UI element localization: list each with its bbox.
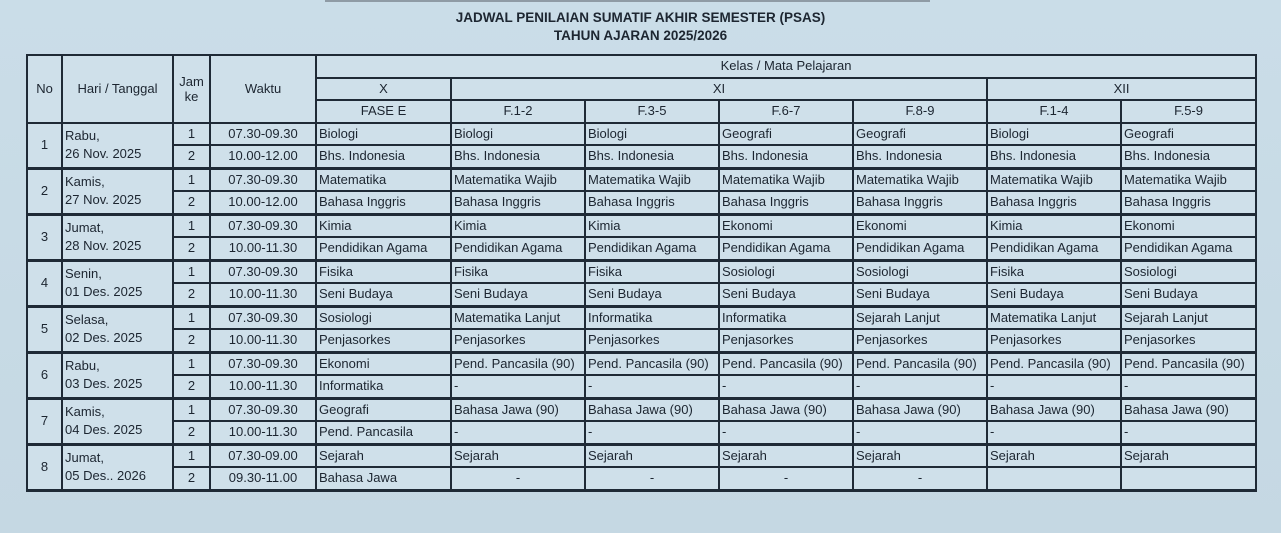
subject-cell: - — [1121, 421, 1256, 444]
subject-cell: Biologi — [987, 123, 1121, 146]
time-range: 07.30-09.30 — [210, 168, 316, 191]
subject-cell: - — [719, 375, 853, 398]
subject-cell: Penjasorkes — [316, 329, 451, 352]
subject-cell: Ekonomi — [719, 214, 853, 237]
time-range: 07.30-09.30 — [210, 123, 316, 146]
subject-cell: Matematika Wajib — [1121, 168, 1256, 191]
subject-cell: Pend. Pancasila (90) — [987, 352, 1121, 375]
subject-cell: Bahasa Jawa (90) — [853, 398, 987, 421]
exam-date: 28 Nov. 2025 — [65, 238, 142, 253]
subject-cell: Seni Budaya — [853, 283, 987, 306]
session-number: 1 — [173, 214, 210, 237]
table-row — [27, 214, 1256, 237]
day-name: Rabu, — [65, 358, 100, 373]
time-range: 07.30-09.00 — [210, 444, 316, 467]
subject-cell: Sosiologi — [1121, 260, 1256, 283]
subject-cell: Biologi — [316, 123, 451, 146]
row-number: 4 — [27, 260, 62, 306]
table-row — [27, 283, 1256, 306]
subject-cell: Geografi — [719, 123, 853, 146]
header-no: No — [27, 55, 62, 123]
session-number: 2 — [173, 375, 210, 398]
subject-cell: Matematika Wajib — [853, 168, 987, 191]
subject-cell: - — [987, 421, 1121, 444]
row-number: 1 — [27, 123, 62, 169]
session-number: 1 — [173, 260, 210, 283]
subject-cell: Matematika Wajib — [451, 168, 585, 191]
day-date-cell — [62, 352, 173, 398]
table-header — [27, 55, 1256, 123]
subject-cell: Pend. Pancasila (90) — [1121, 352, 1256, 375]
time-range: 07.30-09.30 — [210, 214, 316, 237]
session-number: 2 — [173, 421, 210, 444]
subject-cell: Bahasa Jawa (90) — [1121, 398, 1256, 421]
table-row — [27, 237, 1256, 260]
header-phase: F.3-5 — [585, 100, 719, 123]
session-number: 2 — [173, 145, 210, 168]
subject-cell: Bhs. Indonesia — [585, 145, 719, 168]
subject-cell: Penjasorkes — [719, 329, 853, 352]
table-row — [27, 306, 1256, 329]
subject-cell: Bahasa Inggris — [1121, 191, 1256, 214]
table-row — [27, 375, 1256, 398]
table-row — [27, 260, 1256, 283]
subject-cell: Bhs. Indonesia — [719, 145, 853, 168]
subject-cell: Seni Budaya — [451, 283, 585, 306]
day-date-cell — [62, 306, 173, 352]
subject-cell: Matematika — [316, 168, 451, 191]
time-range: 10.00-11.30 — [210, 237, 316, 260]
subject-cell: Sejarah — [853, 444, 987, 467]
time-range: 09.30-11.00 — [210, 467, 316, 490]
day-name: Kamis, — [65, 174, 105, 189]
header-grade-x: X — [316, 78, 451, 101]
header-phase: FASE E — [316, 100, 451, 123]
session-number: 1 — [173, 168, 210, 191]
subject-cell: Geografi — [316, 398, 451, 421]
subject-cell: Matematika Lanjut — [987, 306, 1121, 329]
subject-cell: Pend. Pancasila (90) — [585, 352, 719, 375]
subject-cell: Seni Budaya — [1121, 283, 1256, 306]
subject-cell: - — [451, 467, 585, 490]
subject-cell: Kimia — [316, 214, 451, 237]
time-range: 07.30-09.30 — [210, 352, 316, 375]
header-class-subject: Kelas / Mata Pelajaran — [316, 55, 1256, 78]
header-phase: F.8-9 — [853, 100, 987, 123]
session-number: 2 — [173, 283, 210, 306]
subject-cell: Pendidikan Agama — [987, 237, 1121, 260]
table-row — [27, 168, 1256, 191]
day-name: Selasa, — [65, 312, 109, 327]
subject-cell: Bahasa Inggris — [451, 191, 585, 214]
subject-cell: Sejarah — [1121, 444, 1256, 467]
exam-date: 27 Nov. 2025 — [65, 192, 142, 207]
subject-cell: Pendidikan Agama — [853, 237, 987, 260]
subject-cell: - — [719, 421, 853, 444]
session-number: 2 — [173, 191, 210, 214]
day-date-cell — [62, 123, 173, 169]
subject-cell: Pendidikan Agama — [719, 237, 853, 260]
subject-cell: Informatika — [719, 306, 853, 329]
subject-cell: Bahasa Inggris — [585, 191, 719, 214]
header-time: Waktu — [210, 55, 316, 123]
header-phase: F.1-2 — [451, 100, 585, 123]
exam-schedule-table — [26, 54, 1257, 492]
row-number: 6 — [27, 352, 62, 398]
day-name: Kamis, — [65, 404, 105, 419]
session-number: 1 — [173, 444, 210, 467]
exam-date: 03 Des. 2025 — [65, 376, 143, 391]
subject-cell: - — [585, 421, 719, 444]
subject-cell: Fisika — [316, 260, 451, 283]
time-range: 10.00-11.30 — [210, 375, 316, 398]
subject-cell: Seni Budaya — [719, 283, 853, 306]
subject-cell: Bahasa Inggris — [987, 191, 1121, 214]
subject-cell: Informatika — [316, 375, 451, 398]
header-phase: F.1-4 — [987, 100, 1121, 123]
session-number: 2 — [173, 237, 210, 260]
row-number: 3 — [27, 214, 62, 260]
subject-cell: Sosiologi — [316, 306, 451, 329]
subject-cell: Seni Budaya — [987, 283, 1121, 306]
subject-cell: Pendidikan Agama — [451, 237, 585, 260]
time-range: 07.30-09.30 — [210, 398, 316, 421]
exam-date: 04 Des. 2025 — [65, 422, 143, 437]
subject-cell: Penjasorkes — [451, 329, 585, 352]
subject-cell: Sejarah — [451, 444, 585, 467]
subject-cell: Ekonomi — [853, 214, 987, 237]
day-name: Jumat, — [65, 450, 105, 465]
subject-cell: Bhs. Indonesia — [853, 145, 987, 168]
subject-cell: Penjasorkes — [1121, 329, 1256, 352]
day-date-cell — [62, 444, 173, 490]
subject-cell: Matematika Wajib — [585, 168, 719, 191]
subject-cell: - — [853, 421, 987, 444]
subject-cell: Sejarah — [987, 444, 1121, 467]
subject-cell: Bahasa Inggris — [853, 191, 987, 214]
subject-cell: Matematika Lanjut — [451, 306, 585, 329]
subject-cell: Matematika Wajib — [719, 168, 853, 191]
subject-cell: Bhs. Indonesia — [987, 145, 1121, 168]
subject-cell: Ekonomi — [1121, 214, 1256, 237]
subject-cell: Matematika Wajib — [987, 168, 1121, 191]
subject-cell: Bahasa Inggris — [316, 191, 451, 214]
subject-cell: Fisika — [451, 260, 585, 283]
day-date-cell — [62, 260, 173, 306]
table-row — [27, 191, 1256, 214]
subject-cell: Sejarah — [585, 444, 719, 467]
table-row — [27, 145, 1256, 168]
header-day-date: Hari / Tanggal — [62, 55, 173, 123]
subject-cell: - — [719, 467, 853, 490]
subject-cell: Fisika — [987, 260, 1121, 283]
subject-cell: Seni Budaya — [585, 283, 719, 306]
time-range: 10.00-11.30 — [210, 329, 316, 352]
session-number: 1 — [173, 123, 210, 146]
session-number: 1 — [173, 398, 210, 421]
subject-cell: Biologi — [451, 123, 585, 146]
subject-cell: Kimia — [585, 214, 719, 237]
header-grade-xii: XII — [987, 78, 1256, 101]
time-range: 10.00-12.00 — [210, 191, 316, 214]
subject-cell: - — [987, 375, 1121, 398]
subject-cell: Pendidikan Agama — [1121, 237, 1256, 260]
top-divider — [325, 0, 930, 2]
header-phase: F.5-9 — [1121, 100, 1256, 123]
subject-cell: Bahasa Jawa — [316, 467, 451, 490]
subject-cell: Pend. Pancasila (90) — [853, 352, 987, 375]
time-range: 07.30-09.30 — [210, 306, 316, 329]
subject-cell: Bahasa Jawa (90) — [987, 398, 1121, 421]
subject-cell: Pendidikan Agama — [316, 237, 451, 260]
session-number: 2 — [173, 329, 210, 352]
subject-cell: Pend. Pancasila (90) — [451, 352, 585, 375]
subject-cell: - — [451, 375, 585, 398]
title-line-1: JADWAL PENILAIAN SUMATIF AKHIR SEMESTER (PSAS) — [455, 10, 826, 25]
exam-date: 26 Nov. 2025 — [65, 146, 142, 161]
subject-cell: Sejarah — [316, 444, 451, 467]
subject-cell: Bahasa Jawa (90) — [719, 398, 853, 421]
subject-cell: - — [451, 421, 585, 444]
subject-cell: Seni Budaya — [316, 283, 451, 306]
subject-cell — [987, 467, 1121, 490]
subject-cell: Pendidikan Agama — [585, 237, 719, 260]
session-number: 2 — [173, 467, 210, 490]
table-row — [27, 421, 1256, 444]
day-date-cell — [62, 398, 173, 444]
table-row — [27, 123, 1256, 146]
header-grade-xi: XI — [451, 78, 987, 101]
title-line-2: TAHUN AJARAN 2025/2026 — [553, 28, 728, 43]
exam-date: 02 Des. 2025 — [65, 330, 143, 345]
day-name: Senin, — [65, 266, 102, 281]
subject-cell: Informatika — [585, 306, 719, 329]
subject-cell: Geografi — [1121, 123, 1256, 146]
table-row — [27, 398, 1256, 421]
subject-cell: - — [853, 375, 987, 398]
subject-cell: Bahasa Jawa (90) — [585, 398, 719, 421]
subject-cell: Geografi — [853, 123, 987, 146]
subject-cell: Bahasa Inggris — [719, 191, 853, 214]
document-title — [0, 9, 1281, 45]
subject-cell: - — [585, 467, 719, 490]
subject-cell: Bahasa Jawa (90) — [451, 398, 585, 421]
subject-cell: Pend. Pancasila — [316, 421, 451, 444]
subject-cell: Sejarah Lanjut — [853, 306, 987, 329]
subject-cell: Bhs. Indonesia — [316, 145, 451, 168]
table-row — [27, 352, 1256, 375]
header-session — [173, 55, 210, 123]
exam-date: 05 Des.. 2026 — [65, 468, 146, 483]
session-number: 1 — [173, 352, 210, 375]
time-range: 10.00-12.00 — [210, 145, 316, 168]
subject-cell: - — [853, 467, 987, 490]
subject-cell: Kimia — [451, 214, 585, 237]
time-range: 07.30-09.30 — [210, 260, 316, 283]
day-date-cell — [62, 168, 173, 214]
subject-cell: Sejarah Lanjut — [1121, 306, 1256, 329]
subject-cell: Ekonomi — [316, 352, 451, 375]
day-name: Rabu, — [65, 128, 100, 143]
table-row — [27, 444, 1256, 467]
session-number: 1 — [173, 306, 210, 329]
header-phase: F.6-7 — [719, 100, 853, 123]
day-date-cell — [62, 214, 173, 260]
table-row — [27, 329, 1256, 352]
subject-cell: Kimia — [987, 214, 1121, 237]
day-name: Jumat, — [65, 220, 105, 235]
subject-cell — [1121, 467, 1256, 490]
row-number: 7 — [27, 398, 62, 444]
exam-date: 01 Des. 2025 — [65, 284, 143, 299]
time-range: 10.00-11.30 — [210, 283, 316, 306]
subject-cell: Sejarah — [719, 444, 853, 467]
subject-cell: Penjasorkes — [585, 329, 719, 352]
time-range: 10.00-11.30 — [210, 421, 316, 444]
subject-cell: Penjasorkes — [987, 329, 1121, 352]
row-number: 8 — [27, 444, 62, 490]
subject-cell: - — [585, 375, 719, 398]
subject-cell: Fisika — [585, 260, 719, 283]
header-session-label: Jam ke — [179, 73, 204, 104]
subject-cell: Sosiologi — [719, 260, 853, 283]
row-number: 2 — [27, 168, 62, 214]
table-row — [27, 467, 1256, 490]
subject-cell: Biologi — [585, 123, 719, 146]
subject-cell: Sosiologi — [853, 260, 987, 283]
subject-cell: Pend. Pancasila (90) — [719, 352, 853, 375]
subject-cell: Bhs. Indonesia — [451, 145, 585, 168]
subject-cell: - — [1121, 375, 1256, 398]
row-number: 5 — [27, 306, 62, 352]
table-body — [27, 123, 1256, 491]
subject-cell: Bhs. Indonesia — [1121, 145, 1256, 168]
subject-cell: Penjasorkes — [853, 329, 987, 352]
